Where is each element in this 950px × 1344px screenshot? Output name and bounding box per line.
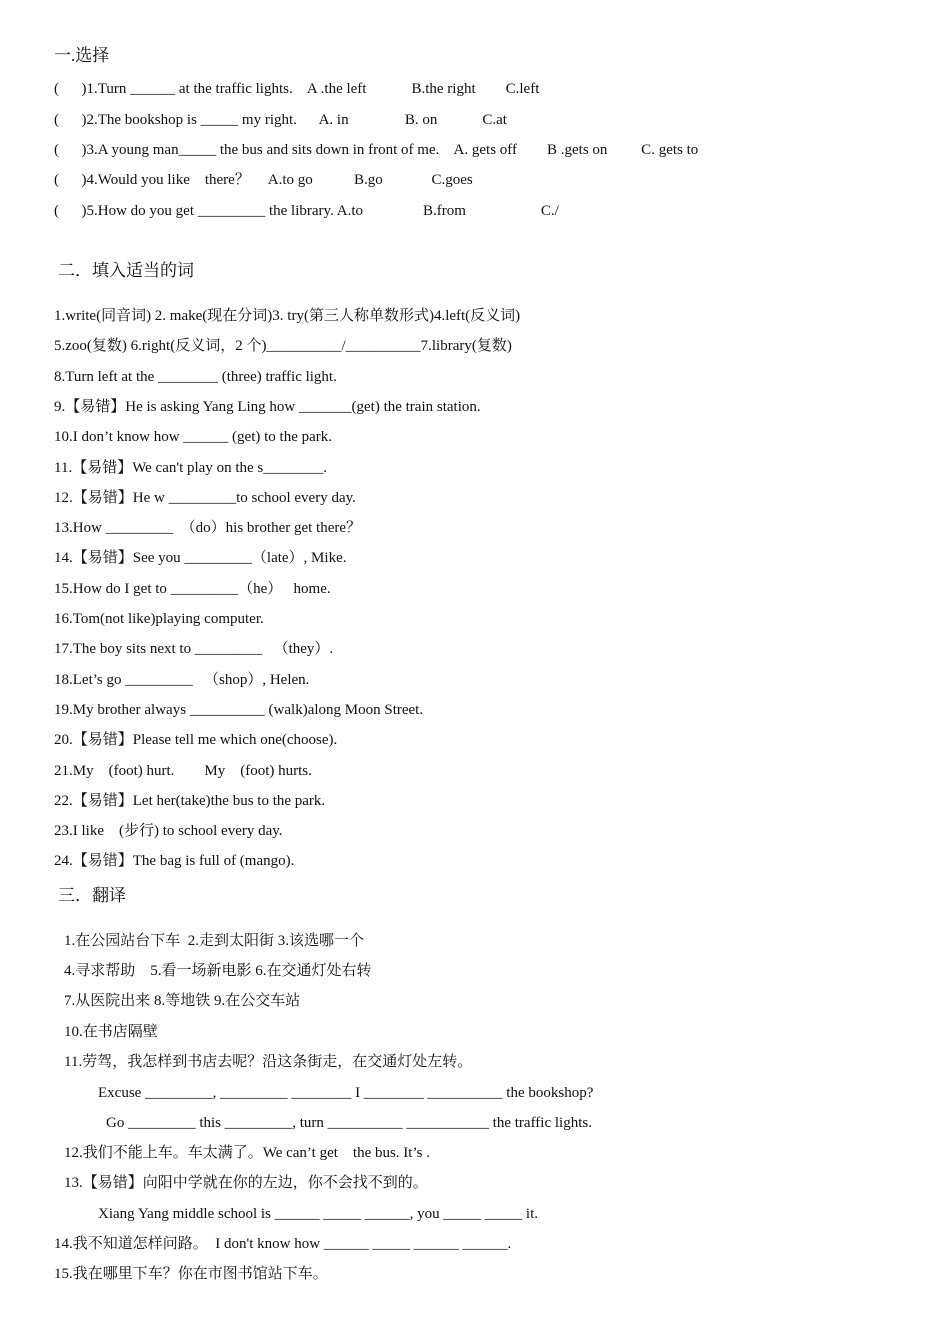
translation-line: Xiang Yang middle school is ______ _____ ______, you _____ _____ it. xyxy=(98,1206,539,1222)
section1-heading: 一.选择 xyxy=(54,46,110,65)
translation-line: 4.寻求帮助 5.看一场新电影 6.在交通灯处右转 xyxy=(64,963,372,979)
exercise-line: 19.My brother always __________ (walk)along Moon Street. xyxy=(54,702,424,718)
question-line: ( )1.Turn ______ at the traffic lights. A .the left B.the right C.left xyxy=(54,81,540,97)
section2-heading: 二．填入适当的词 xyxy=(58,261,194,280)
exercise-line: 14.【易错】See you _________（late）, Mike. xyxy=(54,550,347,566)
exercise-line: 11.【易错】We can't play on the s________. xyxy=(54,460,327,476)
exercise-line: 20.【易错】Please tell me which one(choose). xyxy=(54,732,338,748)
section3-heading: 三．翻译 xyxy=(58,886,126,905)
question-line: ( )4.Would you like there？ A.to go B.go C.goes xyxy=(54,172,473,188)
exercise-line: 22.【易错】Let her(take)the bus to the park. xyxy=(54,793,326,809)
translation-line: 7.从医院出来 8.等地铁 9.在公交车站 xyxy=(64,993,301,1009)
exercise-line: 17.The boy sits next to _________ （they）. xyxy=(54,641,334,657)
translation-line: 1.在公园站台下车 2.走到太阳街 3.该选哪一个 xyxy=(64,933,365,949)
translation-line: 10.在书店隔壁 xyxy=(64,1024,158,1040)
translation-line: 14.我不知道怎样问路。 I don't know how ______ _____ ______ ______. xyxy=(54,1236,512,1252)
exercise-line: 21.My (foot) hurt. My (foot) hurts. xyxy=(54,763,312,779)
exercise-line: 12.【易错】He w _________to school every day. xyxy=(54,490,356,506)
exercise-line: 10.I don’t know how ______ (get) to the park. xyxy=(54,429,333,445)
exercise-line: 13.How _________ （do）his brother get there？ xyxy=(54,520,362,536)
translation-line: Excuse _________, _________ ________ I ________ __________ the bookshop? xyxy=(98,1085,594,1101)
translation-line: 15.我在哪里下车？你在市图书馆站下车。 xyxy=(54,1266,328,1282)
exercise-line: 15.How do I get to _________（he） home. xyxy=(54,581,331,597)
question-line: ( )3.A young man_____ the bus and sits down in front of me. A. gets off B .gets on C. gets to xyxy=(54,142,699,158)
translation-line: Go _________ this _________, turn __________ ___________ the traffic lights. xyxy=(106,1115,592,1131)
exercise-line: 23.I like (步行) to school every day. xyxy=(54,823,283,839)
exercise-line: 5.zoo(复数) 6.right(反义词，2 个)__________/__________7.library(复数) xyxy=(54,338,512,354)
translation-line: 13.【易错】向阳中学就在你的左边，你不会找不到的。 xyxy=(64,1175,428,1191)
exercise-line: 1.write(同音词) 2. make(现在分词)3. try(第三人称单数形式)4.left(反义词) xyxy=(54,308,521,324)
exercise-line: 18.Let’s go _________ （shop）, Helen. xyxy=(54,672,310,688)
exercise-line: 24.【易错】The bag is full of (mango). xyxy=(54,853,295,869)
exercise-line: 16.Tom(not like)playing computer. xyxy=(54,611,264,627)
exercise-line: 8.Turn left at the ________ (three) traffic light. xyxy=(54,369,337,385)
question-line: ( )5.How do you get _________ the library. A.to B.from C./ xyxy=(54,203,559,219)
translation-line: 12.我们不能上车。车太满了。We can’t get the bus. It’s . xyxy=(64,1145,430,1161)
translation-line: 11.劳驾，我怎样到书店去呢？沿这条街走，在交通灯处左转。 xyxy=(64,1054,473,1070)
exercise-line: 9.【易错】He is asking Yang Ling how _______(get) the train station. xyxy=(54,399,481,415)
question-line: ( )2.The bookshop is _____ my right. A. in B. on C.at xyxy=(54,112,507,128)
